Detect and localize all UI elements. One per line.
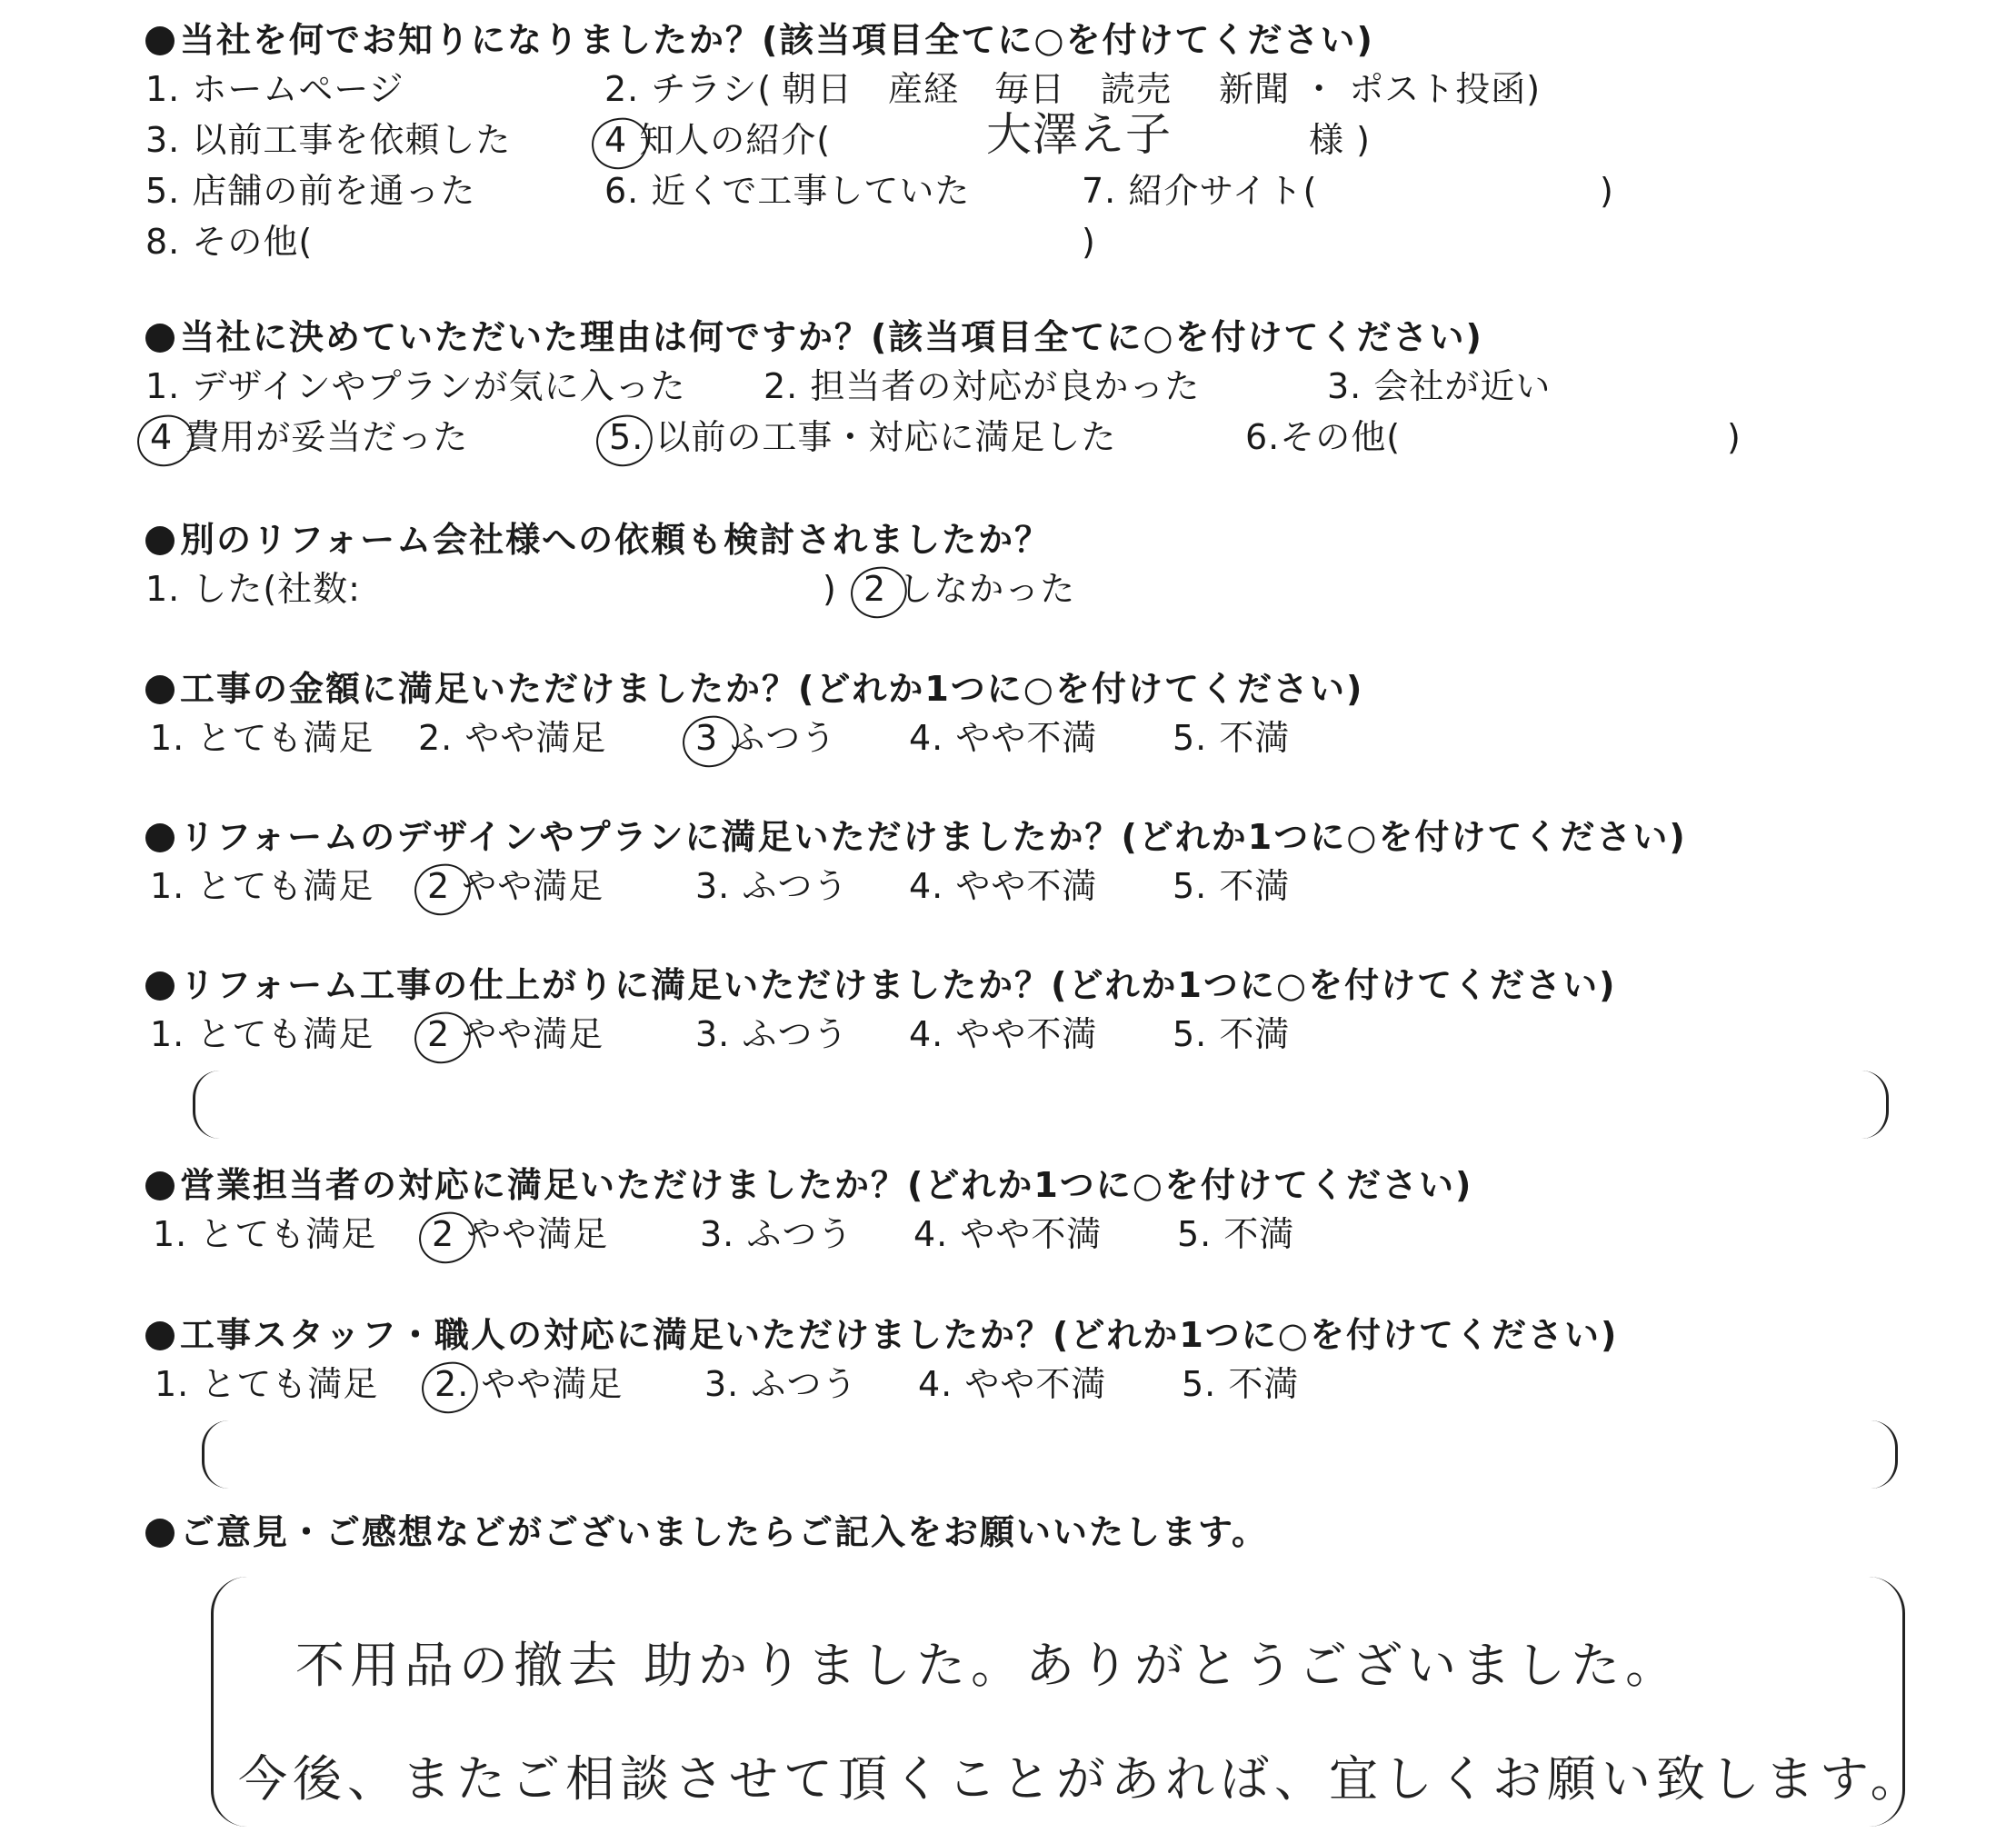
q2-section (145, 314, 1945, 463)
q8-option-3[interactable]: 3. ふつう (704, 1364, 858, 1404)
q1-option-8[interactable]: 8. その他( (145, 222, 314, 262)
q2-option-3[interactable]: 3. 会社が近い (1327, 366, 1552, 406)
bullet-icon (145, 1171, 175, 1200)
q8-section (145, 1311, 1945, 1410)
q7-section (145, 1161, 1945, 1260)
selected-circle-mark: 2 (427, 861, 450, 912)
q5-section (145, 813, 1945, 912)
q7-option-5[interactable]: 5. 不満 (1177, 1214, 1295, 1254)
q4-option-5[interactable]: 5. 不満 (1173, 718, 1291, 758)
q3-row-1 (145, 563, 1945, 614)
q6-section (145, 961, 1945, 1060)
bullet-icon (145, 26, 175, 55)
q8-option-4[interactable]: 4. やや不満 (918, 1364, 1107, 1404)
q4-option-1[interactable]: 1. とても満足 (150, 718, 374, 758)
q6-option-3[interactable]: 3. ふつう (695, 1014, 849, 1054)
q3-section (145, 516, 1945, 614)
q1-option-4-suffix: 様 ) (1309, 120, 1371, 160)
q5-title: リフォームのデザインやプランに満足いただけましたか？(どれか1つに○を付けてください) (145, 813, 1945, 861)
q6-comment-field[interactable] (193, 1071, 1889, 1139)
selected-circle-mark: 4 (150, 412, 173, 463)
q8-comment-field[interactable] (202, 1420, 1898, 1489)
selected-circle-mark: 5 (609, 412, 632, 463)
q1-referrer-name: 大澤え子 (986, 108, 1172, 161)
bullet-icon (145, 971, 175, 1001)
q9-title: ご意見・ご感想などがございましたらご記入をお願いいたします。 (145, 1509, 1945, 1556)
q2-row-1 (145, 361, 1945, 412)
q6-option-5[interactable]: 5. 不満 (1173, 1014, 1291, 1054)
q7-option-3[interactable]: 3. ふつう (700, 1214, 853, 1254)
q1-option-2[interactable]: 2. チラシ( (604, 69, 773, 109)
q4-option-3[interactable]: 3 ふつう (695, 712, 836, 763)
q1-row-4 (145, 216, 1945, 267)
q1-option-5[interactable]: 5. 店舗の前を通った (145, 171, 476, 211)
q7-option-1[interactable]: 1. とても満足 (153, 1214, 377, 1254)
q2-option-5[interactable]: 5. 以前の工事・対応に満足した (609, 412, 1116, 463)
q6-option-4[interactable]: 4. やや不満 (909, 1014, 1098, 1054)
bullet-icon (145, 675, 175, 704)
selected-circle-mark: 2 (432, 1209, 454, 1260)
q6-option-1[interactable]: 1. とても満足 (150, 1014, 374, 1054)
q1-title: 当社を何でお知りになりましたか？(該当項目全てに○を付けてください) (145, 16, 1945, 64)
q2-row-2 (145, 412, 1945, 463)
q1-option-3[interactable]: 3. 以前工事を依頼した (145, 120, 512, 160)
q5-option-2[interactable]: 2 やや満足 (427, 861, 604, 912)
q3-option-1-close: ) (823, 569, 837, 609)
q5-option-3[interactable]: 3. ふつう (695, 866, 849, 906)
q5-option-1[interactable]: 1. とても満足 (150, 866, 374, 906)
bullet-icon (145, 526, 175, 555)
q1-option-6[interactable]: 6. 近くで工事していた (604, 171, 971, 211)
q2-option-2[interactable]: 2. 担当者の対応が良かった (763, 366, 1201, 406)
q1-option-4[interactable]: 4 知人の紹介( (604, 115, 831, 165)
q5-option-4[interactable]: 4. やや不満 (909, 866, 1098, 906)
q1-option-8-close: ) (1082, 222, 1096, 262)
q2-option-6-close: ) (1727, 417, 1742, 457)
bullet-icon (145, 823, 175, 852)
q7-title: 営業担当者の対応に満足いただけましたか？(どれか1つに○を付けてください) (145, 1161, 1945, 1209)
q9-comment-line-1: 不用品の撤去 助かりました。ありがとうございました。 (295, 1637, 1681, 1694)
bullet-icon (145, 1519, 175, 1548)
q4-option-4[interactable]: 4. やや不満 (909, 718, 1098, 758)
q9-section (145, 1509, 1945, 1556)
q4-title: 工事の金額に満足いただけましたか？(どれか1つに○を付けてください) (145, 665, 1945, 712)
q8-option-1[interactable]: 1. とても満足 (155, 1364, 379, 1404)
q1-option-7-close: ) (1600, 171, 1614, 211)
q1-row-3 (145, 165, 1945, 216)
q4-row-1 (145, 712, 1945, 763)
q7-row-1 (145, 1209, 1945, 1260)
selected-circle-mark: 4 (604, 115, 627, 165)
q4-option-2[interactable]: 2. やや満足 (418, 718, 607, 758)
bullet-icon (145, 1321, 175, 1350)
q8-option-2[interactable]: 2. やや満足 (434, 1359, 623, 1410)
q2-option-1[interactable]: 1. デザインやプランが気に入った (145, 366, 686, 406)
selected-circle-mark: 2 (863, 563, 886, 614)
q9-comment-line-2: 今後、またご相談させて頂くことがあれば、宜しくお願い致します。 (238, 1750, 1925, 1808)
q3-title: 別のリフォーム会社様への依頼も検討されましたか？ (145, 516, 1945, 563)
q1-row-2 (145, 108, 1945, 165)
q1-option-2-papers: 朝日 産経 毎日 読売 新聞 ・ ポスト投函) (782, 69, 1542, 109)
selected-circle-mark: 2 (427, 1009, 450, 1060)
q7-option-4[interactable]: 4. やや不満 (913, 1214, 1103, 1254)
bullet-icon (145, 324, 175, 353)
q6-title: リフォーム工事の仕上がりに満足いただけましたか？(どれか1つに○を付けてください) (145, 961, 1945, 1009)
selected-circle-mark: 2 (434, 1359, 457, 1410)
selected-circle-mark: 3 (695, 712, 718, 763)
q5-option-5[interactable]: 5. 不満 (1173, 866, 1291, 906)
q3-option-2[interactable]: 2 しなかった (863, 563, 1075, 614)
q2-title: 当社に決めていただいた理由は何ですか？(該当項目全てに○を付けてください) (145, 314, 1945, 361)
q5-row-1 (145, 861, 1945, 912)
q4-section (145, 665, 1945, 763)
q1-section (145, 16, 1945, 267)
q8-option-5[interactable]: 5. 不満 (1182, 1364, 1300, 1404)
q1-row-1 (145, 64, 1945, 115)
q2-option-4[interactable]: 4 費用が妥当だった (150, 412, 468, 463)
q6-row-1 (145, 1009, 1945, 1060)
q2-option-6[interactable]: 6.その他( (1245, 417, 1402, 457)
q8-row-1 (145, 1359, 1945, 1410)
q3-option-1[interactable]: 1. した(社数: (145, 569, 361, 609)
q1-option-1[interactable]: 1. ホームページ (145, 69, 404, 109)
q1-option-7[interactable]: 7. 紹介サイト( (1082, 171, 1318, 211)
q7-option-2[interactable]: 2 やや満足 (432, 1209, 608, 1260)
q6-option-2[interactable]: 2 やや満足 (427, 1009, 604, 1060)
q8-title: 工事スタッフ・職人の対応に満足いただけましたか？(どれか1つに○を付けてください) (145, 1311, 1945, 1359)
